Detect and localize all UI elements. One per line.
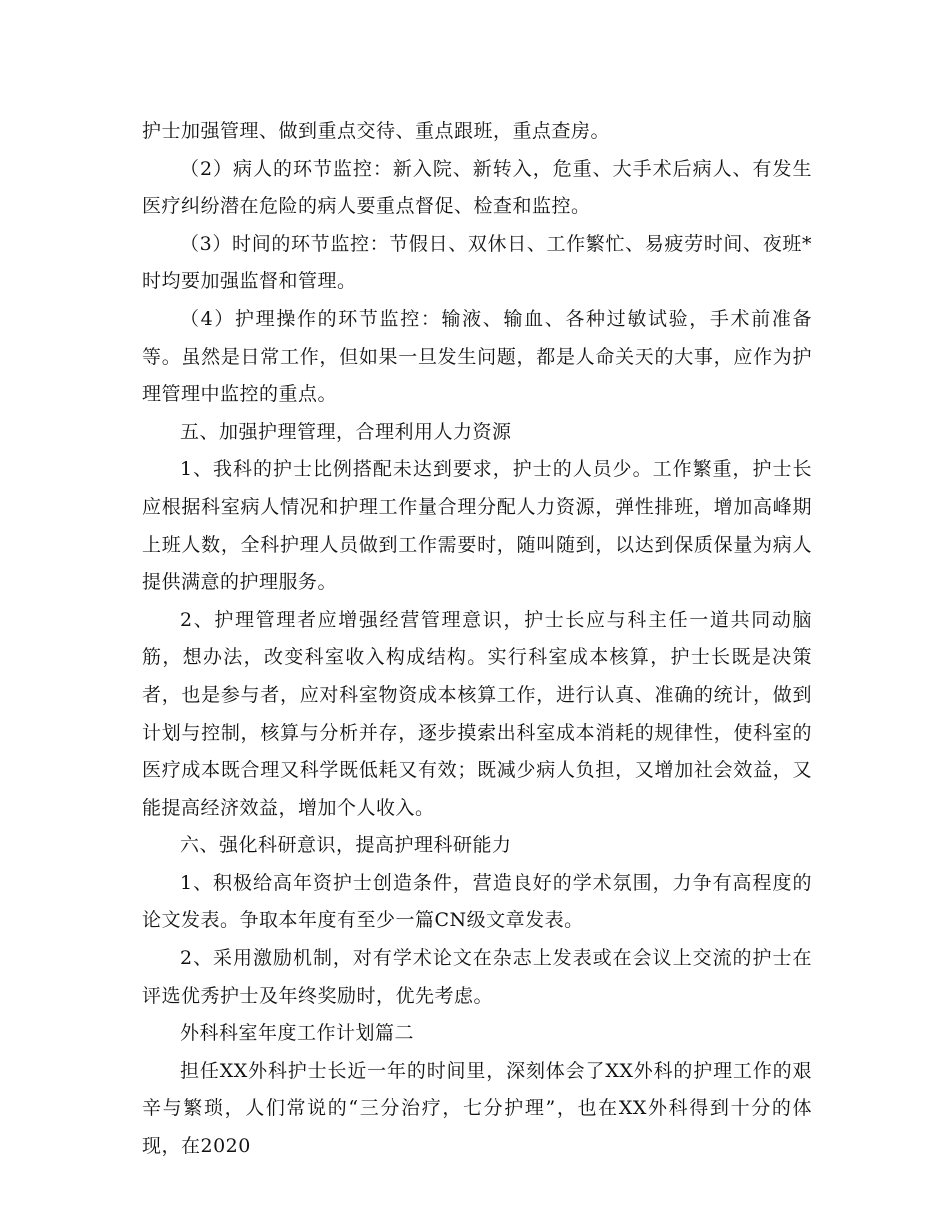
document-body bbox=[142, 113, 812, 1166]
paragraph-part-two-intro: 担任XX外科护士长近一年的时间里，深刻体会了XX外科的护理工作的艰辛与繁琐，人们常说的“三分治疗，七分护理”，也在XX外科得到十分的体现，在2020 bbox=[142, 1059, 812, 1158]
paragraph-operation-monitoring: （4）护理操作的环节监控：输液、输血、各种过敏试验，手术前准备等。虽然是日常工作，但如果一旦发生问题，都是人命关天的大事，应作为护理管理中监控的重点。 bbox=[142, 307, 812, 406]
paragraph-incentives: 2、采用激励机制，对有学术论文在杂志上发表或在会议上交流的护士在评选优秀护士及年终奖励时，优先考虑。 bbox=[142, 947, 812, 1007]
paragraph-patient-monitoring: （2）病人的环节监控：新入院、新转入，危重、大手术后病人、有发生医疗纠纷潜在危险的病人要重点督促、检查和监控。 bbox=[142, 157, 812, 218]
paragraph-staffing: 1、我科的护士比例搭配未达到要求，护士的人员少。工作繁重，护士长应根据科室病人情况和护理工作量合理分配人力资源，弹性排班，增加高峰期上班人数，全科护理人员做到工作需要时，随叫随到，以达到保质保量为病人提供满意的护理服务。 bbox=[142, 458, 812, 594]
part-two-title: 外科科室年度工作计划篇二 bbox=[180, 1022, 415, 1045]
paragraph-time-monitoring: （3）时间的环节监控：节假日、双休日、工作繁忙、易疲劳时间、夜班*时均要加强监督和管理。 bbox=[142, 232, 812, 293]
section-heading-six: 六、强化科研意识，提高护理科研能力 bbox=[180, 834, 512, 857]
paragraph-research-conditions: 1、积极给高年资护士创造条件，营造良好的学术氛围，力争有高程度的论文发表。争取本年度有至少一篇CN级文章发表。 bbox=[142, 871, 812, 932]
paragraph-cost-management: 2、护理管理者应增强经营管理意识，护士长应与科主任一道共同动脑筋，想办法，改变科室收入构成结构。实行科室成本核算，护士长既是决策者，也是参与者，应对科室物资成本核算工作，进行认真、准确的统计，做到计划与控制，核算与分析并存，逐步摸索出科室成本消耗的规律性，使科室的医疗成本既合理又科学既低耗又有效；既减少病人负担，又增加社会效益，又能提高经济效益，增加个人收入。 bbox=[142, 608, 812, 819]
section-heading-five: 五、加强护理管理，合理利用人力资源 bbox=[180, 420, 512, 443]
paragraph-continuation: 护士加强管理、做到重点交待、重点跟班，重点查房。 bbox=[142, 120, 611, 142]
